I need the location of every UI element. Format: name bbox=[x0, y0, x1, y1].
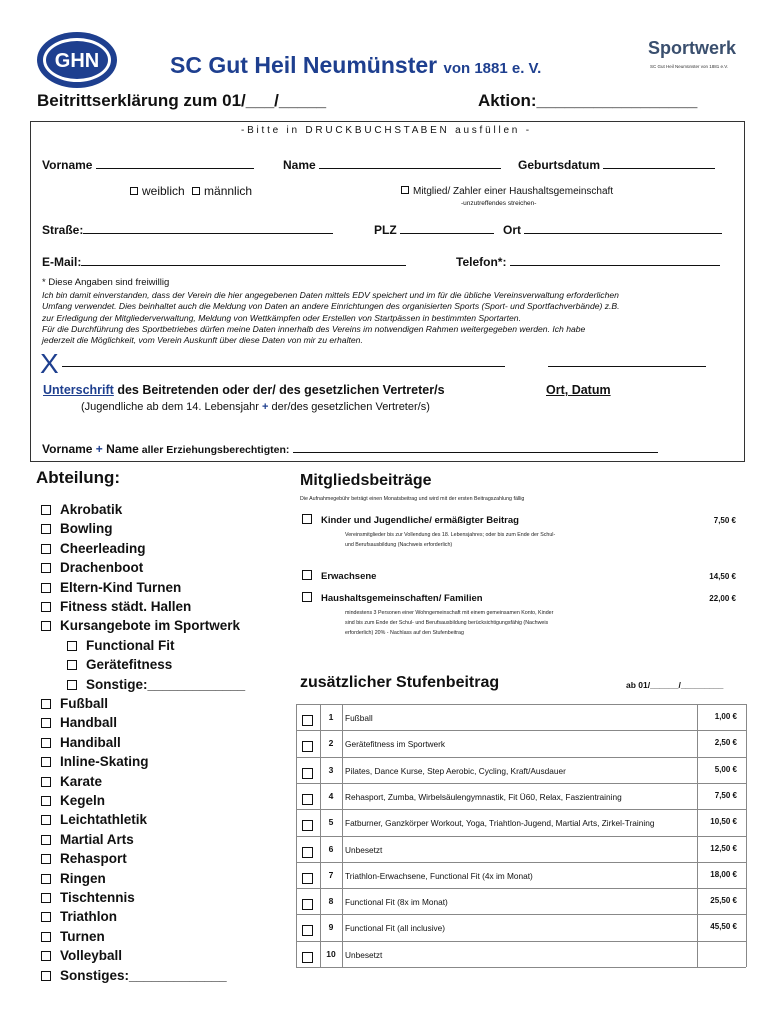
abteilung-checkbox[interactable] bbox=[41, 912, 51, 922]
stufe-description: Unbesetzt bbox=[345, 844, 383, 855]
mitglied-option: Mitglied/ Zahler einer Haushaltsgemeinschaft bbox=[401, 186, 613, 197]
instruction-text: - B i t t e i n D R U C K B U C H S T A B E N a u s f ü l l e n - bbox=[240, 125, 530, 136]
plz-label: PLZ bbox=[374, 221, 494, 237]
weiblich-checkbox[interactable] bbox=[130, 187, 138, 195]
stufe-checkbox[interactable] bbox=[302, 741, 313, 752]
abteilung-item[interactable]: Handball bbox=[41, 715, 117, 730]
stufe-price: 45,50 € bbox=[710, 922, 737, 932]
abteilung-item[interactable]: Handiball bbox=[41, 735, 121, 750]
doc-title: Beitrittserklärung zum 01/___/_____ bbox=[37, 91, 327, 110]
signature-line[interactable] bbox=[62, 366, 505, 367]
abteilung-title: Abteilung: bbox=[36, 468, 121, 487]
kinder-option: Kinder und Jugendliche/ ermäßigter Beitrag bbox=[302, 514, 519, 526]
abteilung-checkbox[interactable] bbox=[41, 874, 51, 884]
table-gridline bbox=[296, 757, 746, 758]
stufe-description: Pilates, Dance Kurse, Step Aerobic, Cycling, Kraft/Ausdauer bbox=[345, 765, 566, 776]
signature-caption: Unterschrift des Beitretenden oder der/ des gesetzlichen Vertreter/s bbox=[43, 383, 445, 397]
stufe-price: 18,00 € bbox=[710, 869, 737, 879]
telefon-label: Telefon*: bbox=[456, 253, 720, 269]
vorname-field[interactable] bbox=[96, 156, 254, 169]
beitraege-note: Die Aufnahmegebühr beträgt einen Monatsbeitrag und wird mit der ersten Beitragszahlung fällig bbox=[300, 496, 525, 502]
stufe-number: 4 bbox=[328, 790, 334, 801]
abteilung-checkbox[interactable] bbox=[41, 951, 51, 961]
table-gridline bbox=[296, 941, 746, 942]
stufe-price: 10,50 € bbox=[710, 817, 737, 827]
abteilung-checkbox[interactable] bbox=[41, 505, 51, 515]
stufe-checkbox[interactable] bbox=[302, 794, 313, 805]
stufe-price: 12,50 € bbox=[710, 843, 737, 853]
aktion-field[interactable]: Aktion:_________________ bbox=[478, 91, 698, 110]
email-label: E-Mail: bbox=[42, 253, 406, 269]
abteilung-item[interactable]: Fußball bbox=[41, 696, 108, 711]
stufe-price: 1,00 € bbox=[714, 712, 737, 721]
abteilung-item[interactable]: Kursangebote im Sportwerk bbox=[41, 618, 240, 633]
strasse-field[interactable] bbox=[83, 221, 333, 234]
stufen-title: zusätzlicher Stufenbeitrag bbox=[300, 674, 500, 691]
abteilung-item[interactable]: Ringen bbox=[41, 871, 106, 886]
table-gridline bbox=[296, 783, 746, 784]
jugend-note: (Jugendliche ab dem 14. Lebensjahr + der/des gesetzlichen Vertreter/s) bbox=[81, 401, 430, 413]
abteilung-checkbox[interactable] bbox=[41, 796, 51, 806]
stufe-checkbox[interactable] bbox=[302, 925, 313, 936]
stufe-checkbox[interactable] bbox=[302, 899, 313, 910]
abteilung-item[interactable]: Volleyball bbox=[41, 948, 122, 963]
table-gridline bbox=[296, 967, 746, 968]
table-gridline bbox=[296, 704, 746, 705]
club-title bbox=[170, 52, 541, 79]
stufe-description: Functional Fit (8x im Monat) bbox=[345, 897, 448, 908]
erwachsene-checkbox[interactable] bbox=[302, 570, 312, 580]
abteilung-checkbox[interactable] bbox=[41, 583, 51, 593]
abteilung-checkbox[interactable] bbox=[41, 815, 51, 825]
vorname-label: Vorname bbox=[42, 156, 254, 172]
ort-label: Ort bbox=[503, 221, 722, 237]
unzutreffendes-note: -unzutreffendes streichen- bbox=[461, 200, 537, 207]
consent-text: Ich bin damit einverstanden, dass der Verein die hier angegebenen Daten mittels EDV speichert und im für die übliche Vereinsverwaltung erforderlichen Umfang verwendet. Dies beinhaltet auch die Meldung von Daten an andere Einrichtungen des organisierten Sports (Sport- und Sportfachverbände) z.B. zur Erledigung der Mitgliederverwaltung, Meldung von Wettkämpfen oder Erstellen von Startpässen in bestimmten Sportarten. Für die Durchführung des Sportbetriebes dürfen meine Daten innerhalb des Vereins im notwendigen Rahmen weitergegeben werden. Ich habe jederzeit die Möglichkeit, vom Verein Auskunft über diese Daten von mir zu erhalten. bbox=[42, 290, 620, 346]
abteilung-item[interactable]: Karate bbox=[41, 774, 102, 789]
club-title-main: SC Gut Heil Neumünster bbox=[170, 52, 438, 78]
plz-field[interactable] bbox=[400, 221, 494, 234]
freiwillig-note: * Diese Angaben sind freiwillig bbox=[42, 277, 170, 288]
abteilung-item[interactable]: Triathlon bbox=[41, 909, 117, 924]
telefon-field[interactable] bbox=[510, 253, 720, 266]
kinder-price: 7,50 € bbox=[713, 516, 736, 525]
haushalt-desc: mindestens 3 Personen einer Wohngemeinschaft mit einem gemeinsamen Konto, Kinder sind bis zum Ende der Schul- und Berufsausbildung berücksichtigungsfähig (Nachweis erforderlich) 20% - Nachlass auf den Stufenbeitrag bbox=[345, 610, 554, 636]
abteilung-checkbox[interactable] bbox=[67, 660, 77, 670]
stufe-description: Rehasport, Zumba, Wirbelsäulengymnastik, Fit Ü60, Relax, Faszientraining bbox=[345, 791, 622, 802]
kinder-checkbox[interactable] bbox=[302, 514, 312, 524]
strasse-label: Straße: bbox=[42, 221, 333, 237]
abteilung-checkbox[interactable] bbox=[41, 932, 51, 942]
stufen-ab-field[interactable]: ab 01/______/_________ bbox=[626, 680, 724, 690]
haushalt-checkbox[interactable] bbox=[302, 592, 312, 602]
sportwerk-logo bbox=[648, 32, 740, 78]
abteilung-checkbox[interactable] bbox=[41, 602, 51, 612]
geburtsdatum-label: Geburtsdatum bbox=[518, 156, 715, 172]
abteilung-checkbox[interactable] bbox=[41, 718, 51, 728]
stufe-description: Functional Fit (all inclusive) bbox=[345, 923, 446, 934]
table-gridline bbox=[746, 704, 747, 967]
geburtsdatum-field[interactable] bbox=[603, 156, 715, 169]
abteilung-checkbox[interactable] bbox=[67, 641, 77, 651]
stufe-number: 8 bbox=[328, 896, 334, 907]
stufe-price: 25,50 € bbox=[710, 896, 737, 906]
abteilung-item[interactable]: Cheerleading bbox=[41, 541, 146, 556]
mitglied-checkbox[interactable] bbox=[401, 186, 409, 194]
name-label: Name bbox=[283, 156, 501, 172]
email-field[interactable] bbox=[81, 253, 406, 266]
stufe-price: 7,50 € bbox=[714, 790, 737, 800]
table-gridline bbox=[296, 862, 746, 863]
abteilung-checkbox[interactable] bbox=[41, 835, 51, 845]
abteilung-checkbox[interactable] bbox=[41, 777, 51, 787]
ort-datum-label: Ort, Datum bbox=[546, 383, 611, 397]
abteilung-item[interactable]: Martial Arts bbox=[41, 832, 134, 847]
signature-x: X bbox=[40, 348, 59, 379]
abteilung-item[interactable]: Bowling bbox=[41, 521, 113, 536]
ort-field[interactable] bbox=[524, 221, 722, 234]
table-gridline bbox=[296, 836, 746, 837]
maennlich-checkbox[interactable] bbox=[192, 187, 200, 195]
stufe-checkbox[interactable] bbox=[302, 820, 313, 831]
stufe-checkbox[interactable] bbox=[302, 715, 313, 726]
abteilung-checkbox[interactable] bbox=[67, 680, 77, 690]
abteilung-item[interactable]: Turnen bbox=[41, 929, 105, 944]
abteilung-item[interactable]: Inline-Skating bbox=[41, 754, 149, 769]
stufe-checkbox[interactable] bbox=[302, 873, 313, 884]
abteilung-item[interactable]: Leichtathletik bbox=[41, 812, 147, 827]
abteilung-checkbox[interactable] bbox=[41, 738, 51, 748]
name-field[interactable] bbox=[319, 156, 501, 169]
abteilung-sub-item[interactable]: Functional Fit bbox=[67, 638, 175, 653]
haushalt-price: 22,00 € bbox=[709, 594, 736, 603]
stufe-checkbox[interactable] bbox=[302, 768, 313, 779]
beitraege-title: Mitgliedsbeiträge bbox=[300, 472, 432, 489]
haushalt-option: Haushaltsgemeinschaften/ Familien bbox=[302, 592, 483, 604]
stufe-checkbox[interactable] bbox=[302, 952, 313, 963]
table-gridline bbox=[296, 914, 746, 915]
abteilung-checkbox[interactable] bbox=[41, 524, 51, 534]
erziehungsberechtigte-label: Vorname + Name aller Erziehungsberechtigten: bbox=[42, 440, 658, 456]
stufe-description: Unbesetzt bbox=[345, 949, 383, 960]
erwachsene-price: 14,50 € bbox=[709, 572, 736, 581]
abteilung-checkbox[interactable] bbox=[41, 544, 51, 554]
abteilung-item[interactable]: Fitness städt. Hallen bbox=[41, 599, 191, 614]
stufe-price: 2,50 € bbox=[714, 738, 737, 748]
erwachsene-option: Erwachsene bbox=[302, 570, 376, 582]
abteilung-item[interactable]: Kegeln bbox=[41, 793, 105, 808]
erziehungsberechtigte-field[interactable] bbox=[293, 440, 658, 453]
abteilung-item[interactable]: Rehasport bbox=[41, 851, 127, 866]
table-gridline bbox=[296, 809, 746, 810]
table-gridline bbox=[296, 888, 746, 889]
stufe-number: 7 bbox=[328, 869, 334, 880]
abteilung-checkbox[interactable] bbox=[41, 971, 51, 981]
stufe-number: 5 bbox=[328, 817, 334, 828]
abteilung-checkbox[interactable] bbox=[41, 893, 51, 903]
abteilung-checkbox[interactable] bbox=[41, 757, 51, 767]
stufe-description: Fatburner, Ganzkörper Workout, Yoga, Triahtlon-Jugend, Martial Arts, Zirkel-Training bbox=[345, 818, 655, 829]
abteilung-item[interactable]: Sonstiges:_____________ bbox=[41, 968, 227, 983]
stufe-number: 10 bbox=[326, 948, 336, 959]
stufe-number: 3 bbox=[328, 764, 334, 775]
stufe-number: 9 bbox=[328, 922, 334, 933]
abteilung-sub-item[interactable]: Sonstige:_____________ bbox=[67, 677, 245, 692]
abteilung-checkbox[interactable] bbox=[41, 621, 51, 631]
gender-options: weiblich männlich bbox=[130, 184, 252, 198]
stufe-checkbox[interactable] bbox=[302, 847, 313, 858]
stufe-price: 5,00 € bbox=[714, 764, 737, 774]
abteilung-checkbox[interactable] bbox=[41, 563, 51, 573]
kinder-desc: Vereinsmitglieder bis zur Vollendung des 18. Lebensjahres; oder bis zum Ende der Schul- und Berufsausbildung (Nachweis erforderlich) bbox=[345, 532, 556, 548]
ghn-logo bbox=[36, 30, 118, 90]
abteilung-sub-item[interactable]: Gerätefitness bbox=[67, 657, 172, 672]
stufe-description: Triathlon-Erwachsene, Functional Fit (4x im Monat) bbox=[345, 870, 533, 881]
stufe-description: Gerätefitness im Sportwerk bbox=[345, 739, 446, 750]
table-gridline bbox=[296, 704, 297, 967]
abteilung-item[interactable]: Eltern-Kind Turnen bbox=[41, 580, 181, 595]
stufe-description: Fußball bbox=[345, 713, 373, 723]
abteilung-item[interactable]: Tischtennis bbox=[41, 890, 135, 905]
abteilung-checkbox[interactable] bbox=[41, 854, 51, 864]
abteilung-item[interactable]: Akrobatik bbox=[41, 502, 122, 517]
stufe-number: 2 bbox=[328, 738, 334, 749]
sportwerk-logo-tag: SC Gut Heil Neumünster von 1881 e.V. bbox=[650, 64, 729, 69]
ghn-logo-text: GHN bbox=[54, 50, 100, 72]
club-title-sub: von 1881 e. V. bbox=[443, 60, 542, 77]
stufe-number: 6 bbox=[328, 843, 334, 854]
stufe-number: 1 bbox=[328, 712, 334, 722]
table-gridline bbox=[296, 730, 746, 731]
ort-datum-line[interactable] bbox=[548, 366, 706, 367]
abteilung-checkbox[interactable] bbox=[41, 699, 51, 709]
sportwerk-logo-text: Sportwerk bbox=[648, 38, 737, 58]
abteilung-item[interactable]: Drachenboot bbox=[41, 560, 143, 575]
